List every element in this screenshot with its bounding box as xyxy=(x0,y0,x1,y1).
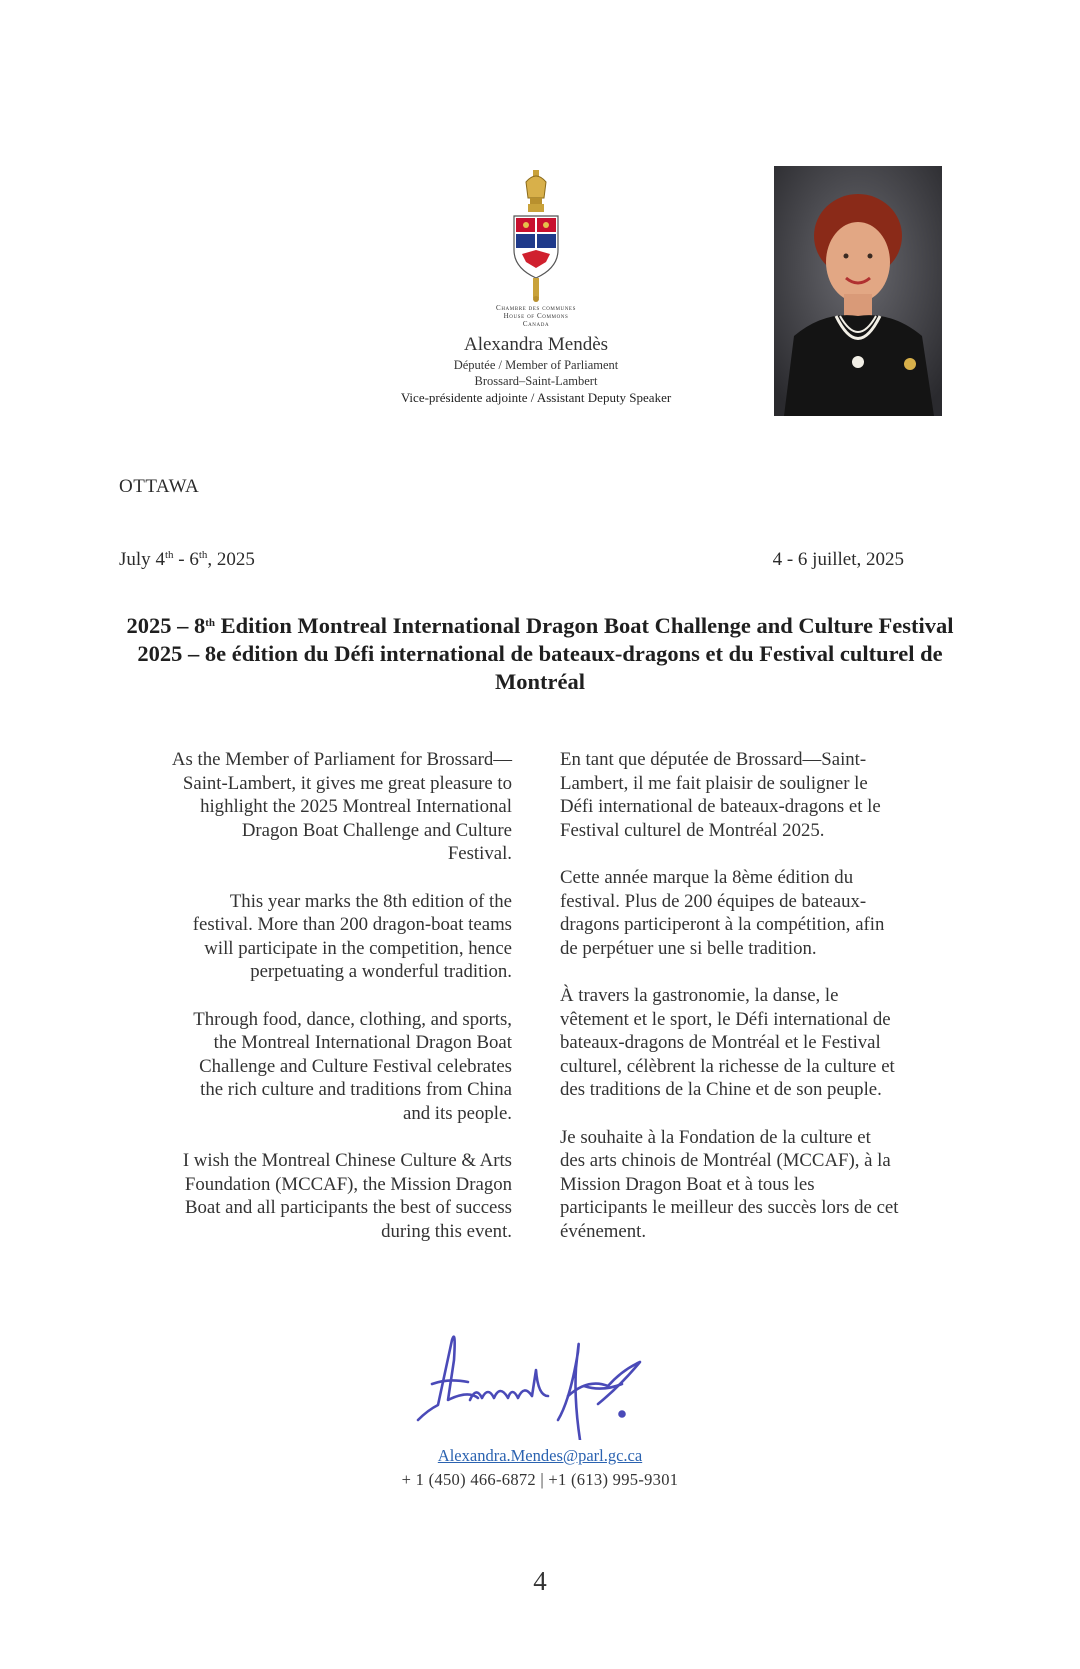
house-fr: Chambre des communes xyxy=(496,304,576,312)
english-p3-line: and its people. xyxy=(402,1102,512,1124)
paragraph-gap xyxy=(560,960,958,984)
english-p2-line: festival. More than 200 dragon-boat teams xyxy=(192,914,512,936)
french-p1-line: Défi international de bateaux-dragons et le xyxy=(560,796,881,818)
french-p2-line: festival. Plus de 200 équipes de bateaux- xyxy=(560,890,867,912)
english-p3-line: the Montreal International Dragon Boat xyxy=(213,1032,512,1054)
english-p1-line: Dragon Boat Challenge and Culture xyxy=(241,819,512,841)
french-p2-line: Cette année marque la 8ème édition du xyxy=(560,866,854,888)
english-p1-line: highlight the 2025 Montreal International xyxy=(200,796,512,818)
title-en-rest: Edition Montreal International Dragon Boat Challenge and Culture Festival xyxy=(214,613,954,638)
paragraph-gap xyxy=(116,866,512,890)
paragraph-gap xyxy=(560,842,958,866)
english-p4-line: during this event. xyxy=(381,1220,512,1242)
document-title xyxy=(120,612,960,696)
phone-numbers: + 1 (450) 466-6872 | +1 (613) 995-9301 xyxy=(401,1470,679,1489)
handwritten-signature xyxy=(408,1300,676,1440)
date-en-year: , 2025 xyxy=(207,549,255,570)
title-en-sup: th xyxy=(205,617,215,629)
date-french: 4 - 6 juillet, 2025 xyxy=(772,549,904,570)
mp-name: Alexandra Mendès xyxy=(463,334,609,355)
title-en-prefix: 2025 – 8 xyxy=(126,613,206,638)
english-p2-line: This year marks the 8th edition of the xyxy=(229,890,512,912)
paragraph-gap xyxy=(116,984,512,1008)
date-english xyxy=(119,549,255,571)
date-en-sup2: th xyxy=(198,549,208,561)
city: OTTAWA xyxy=(119,476,200,497)
french-p4-line: Mission Dragon Boat et à tous les xyxy=(560,1173,815,1195)
english-p1-line: Saint-Lambert, it gives me great pleasure to xyxy=(182,772,512,794)
title-french: 2025 – 8e édition du Défi international de bateaux-dragons et du Festival culturel de Montréal xyxy=(137,641,943,694)
speaker-role: Vice-présidente adjointe / Assistant Deputy Speaker xyxy=(400,390,672,405)
english-column xyxy=(116,748,512,1243)
french-p2-line: de perpétuer une si belle tradition. xyxy=(560,937,817,959)
house-of-commons-lines xyxy=(420,304,652,328)
date-en-mid: - 6 xyxy=(173,549,199,570)
french-p4-line: Je souhaite à la Fondation de la culture et xyxy=(560,1126,871,1148)
french-p3-line: bateaux-dragons de Montréal et le Festival xyxy=(560,1032,881,1054)
french-p3-line: vêtement et le sport, le Défi international de xyxy=(560,1008,891,1030)
english-p3-line: the rich culture and traditions from China xyxy=(200,1079,512,1101)
house-country: Canada xyxy=(522,320,550,328)
english-p4-line: I wish the Montreal Chinese Culture & Arts xyxy=(182,1150,512,1172)
english-p3-line: Challenge and Culture Festival celebrates xyxy=(199,1055,512,1077)
mp-role: Députée / Member of Parliament xyxy=(453,358,619,372)
page-number: 4 xyxy=(533,1566,547,1596)
title-english xyxy=(120,612,960,640)
english-p1-line: Festival. xyxy=(447,843,512,865)
french-p4-line: des arts chinois de Montréal (MCCAF), à la xyxy=(560,1150,891,1172)
french-p4-line: participants le meilleur des succès lors de cet xyxy=(560,1197,899,1219)
english-p4-line: Foundation (MCCAF), the Mission Dragon xyxy=(184,1173,512,1195)
house-en: House of Commons xyxy=(503,312,569,320)
french-p4-line: événement. xyxy=(560,1220,647,1242)
french-p1-line: Festival culturel de Montréal 2025. xyxy=(560,819,825,841)
french-p1-line: En tant que députée de Brossard—Saint- xyxy=(560,749,867,770)
french-p3-line: À travers la gastronomie, la danse, le xyxy=(560,984,839,1006)
paragraph-gap xyxy=(560,1102,958,1126)
paragraph-gap xyxy=(116,1126,512,1150)
french-p3-line: culturel, célèbrent la richesse de la culture et xyxy=(560,1055,895,1077)
date-en-sup1: th xyxy=(164,549,174,561)
english-p4-line: Boat and all participants the best of success xyxy=(184,1197,512,1219)
english-p2-line: perpetuating a wonderful tradition. xyxy=(250,961,512,983)
french-p1-line: Lambert, il me fait plaisir de souligner le xyxy=(560,772,868,794)
english-p1-line: As the Member of Parliament for Brossard— xyxy=(171,749,512,770)
email-link[interactable]: Alexandra.Mendes@parl.gc.ca xyxy=(437,1446,643,1465)
french-p3-line: des traditions de la Chine et de son peuple. xyxy=(560,1079,882,1101)
french-column xyxy=(560,748,958,1243)
house-of-commons-crest-icon xyxy=(508,168,564,302)
portrait-photo xyxy=(774,166,942,416)
french-p2-line: dragons participeront à la compétition, afin xyxy=(560,914,885,936)
date-en-prefix: July xyxy=(119,549,156,570)
date-en-start: 4 xyxy=(155,549,165,570)
mp-riding: Brossard–Saint-Lambert xyxy=(474,374,598,388)
english-p3-line: Through food, dance, clothing, and sports, xyxy=(193,1008,512,1030)
english-p2-line: will participate in the competition, hence xyxy=(204,937,512,959)
